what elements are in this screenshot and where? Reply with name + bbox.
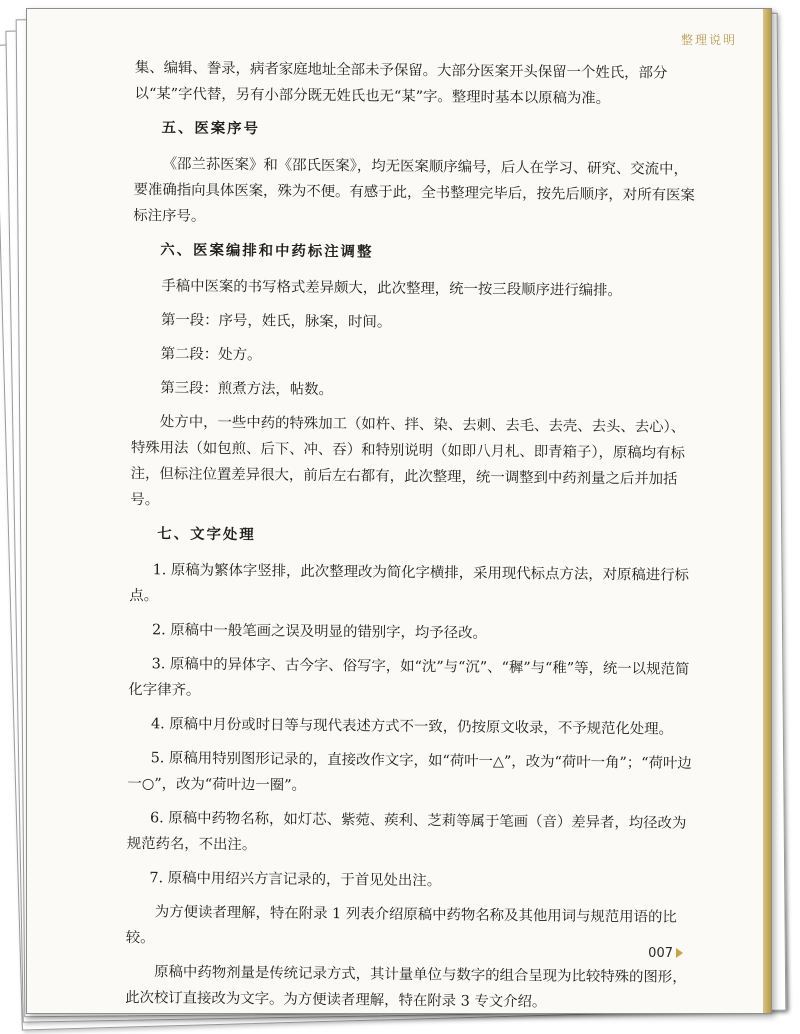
paragraph: 《邵兰荪医案》和《邵氏医案》，均无医案顺序编号，后人在学习、研究、交流中，要准确指向具体医案，殊为不便。有感于此，全书整理完毕后，按先后顺序，对所有医案标注序号。 bbox=[133, 156, 695, 225]
numbered-item: 6. 原稿中药物名称，如灯芯、紫菀、蒺利、芝莉等属于笔画（音）差异者，均径改为规范药名，不出注。 bbox=[126, 810, 687, 854]
paragraph: 集、编辑、誊录，病者家庭地址全部未予保留。大部分医案开头保留一个姓氏，部分以“某”字代替，另有小部分既无姓氏也无“某”字。整理时基本以原稿为准。 bbox=[134, 59, 668, 107]
numbered-item: 5. 原稿用特别图形记录的，直接改作文字，如“荷叶一△”，改为“荷叶一角”；“荷叶边一○”，改为“荷叶边一圈”。 bbox=[127, 750, 692, 794]
section-heading: 七、文字处理 bbox=[157, 525, 256, 544]
running-header: 整理说明 bbox=[680, 33, 737, 47]
numbered-item: 7. 原稿中用绍兴方言记录的，于首见处出注。 bbox=[149, 870, 442, 890]
paragraph: 处方中，一些中药的特殊加工（如杵、拌、染、去刺、去毛、去壳、去头、去心）、特殊用法（如包煎、后下、冲、吞）和特别说明（如即八月札、即青箱子），原稿均有标注，但标注位置差异很大，前后左右都有，此次整理，统一调整到中药剂量之后并加括号。 bbox=[130, 414, 686, 509]
page-arrow-icon bbox=[676, 948, 683, 958]
section-heading: 五、医案序号 bbox=[161, 119, 261, 138]
paragraph: 第一段：序号，姓氏，脉案，时间。 bbox=[160, 312, 392, 331]
paragraph: 手稿中医案的书写格式差异颇大，此次整理，统一按三段顺序进行编排。 bbox=[161, 278, 622, 300]
numbered-item: 1. 原稿为繁体字竖排，此次整理改为简化字横排，采用现代标点方法，对原稿进行标点。 bbox=[129, 562, 690, 605]
paragraph: 第三段：煎煮方法，帖数。 bbox=[160, 380, 334, 399]
numbered-item: 4. 原稿中月份或时日等与现代表述方式不一致，仍按原文收录，不予规范化处理。 bbox=[150, 716, 674, 738]
section-heading: 六、医案编排和中药标注调整 bbox=[160, 241, 374, 261]
page-number: 007 bbox=[648, 946, 673, 961]
paragraph: 为方便读者理解，特在附录 1 列表介绍原稿中药物名称及其他用词与规范用语的比较。 bbox=[125, 904, 677, 947]
document-page bbox=[26, 8, 772, 1014]
paragraph: 第二段：处方。 bbox=[160, 346, 262, 364]
page-edge-band bbox=[763, 9, 771, 1013]
paragraph: 原稿中药物剂量是传统记录方式，其计量单位与数字的组合呈现为比较特殊的图形，此次校订直接改为文字。为方便读者理解，特在附录 3 专文介绍。 bbox=[125, 964, 687, 1011]
body-text bbox=[125, 55, 701, 1014]
numbered-item: 3. 原稿中的异体字、古今字、俗写字，如“沈”与“沉”、“穉”与“稚”等，统一以规范简化字律齐。 bbox=[128, 656, 690, 699]
numbered-item: 2. 原稿中一般笔画之误及明显的错别字，均予径改。 bbox=[151, 622, 487, 642]
